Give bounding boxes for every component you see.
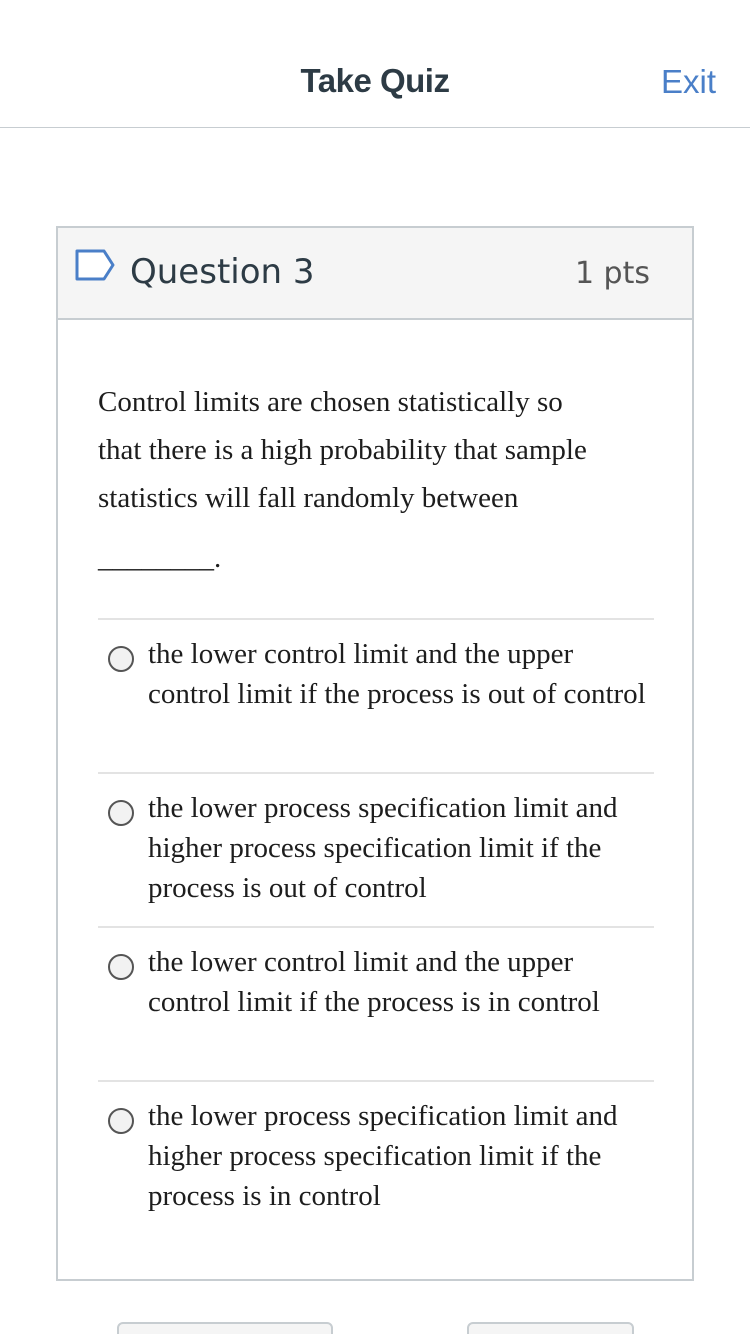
page-title: Take Quiz [300,62,450,99]
question-header [58,228,692,320]
answer-option-3[interactable] [98,926,654,1080]
answer-option-1[interactable] [98,618,654,772]
radio-button[interactable] [108,646,134,672]
question-card [56,226,694,1281]
previous-button[interactable] [117,1322,333,1334]
question-text-blank: ________. [98,542,222,574]
question-text-line: that there is a high probability that sample [98,434,587,466]
next-button[interactable] [467,1322,634,1334]
answer-label: the lower control limit and the upper control limit if the process is in control [148,946,600,1018]
question-title: Question 3 [130,252,315,292]
exit-link[interactable]: Exit [660,63,716,100]
question-points: 1 pts [574,256,650,291]
answer-label: the lower control limit and the upper control limit if the process is out of control [148,638,646,710]
answer-list [98,618,654,1234]
question-text-line: statistics will fall randomly between [98,482,519,514]
radio-button[interactable] [108,954,134,980]
radio-button[interactable] [108,800,134,826]
flag-question-icon[interactable] [74,248,116,282]
answer-label: the lower process specification limit and higher process specification limit if the process is in control [148,1100,618,1212]
answer-label: the lower process specification limit and higher process specification limit if the process is out of control [148,792,618,904]
answer-option-4[interactable] [98,1080,654,1234]
answer-option-2[interactable] [98,772,654,926]
top-bar [0,0,750,128]
radio-button[interactable] [108,1108,134,1134]
question-text-line: Control limits are chosen statistically so [98,386,563,418]
question-text [98,378,658,582]
